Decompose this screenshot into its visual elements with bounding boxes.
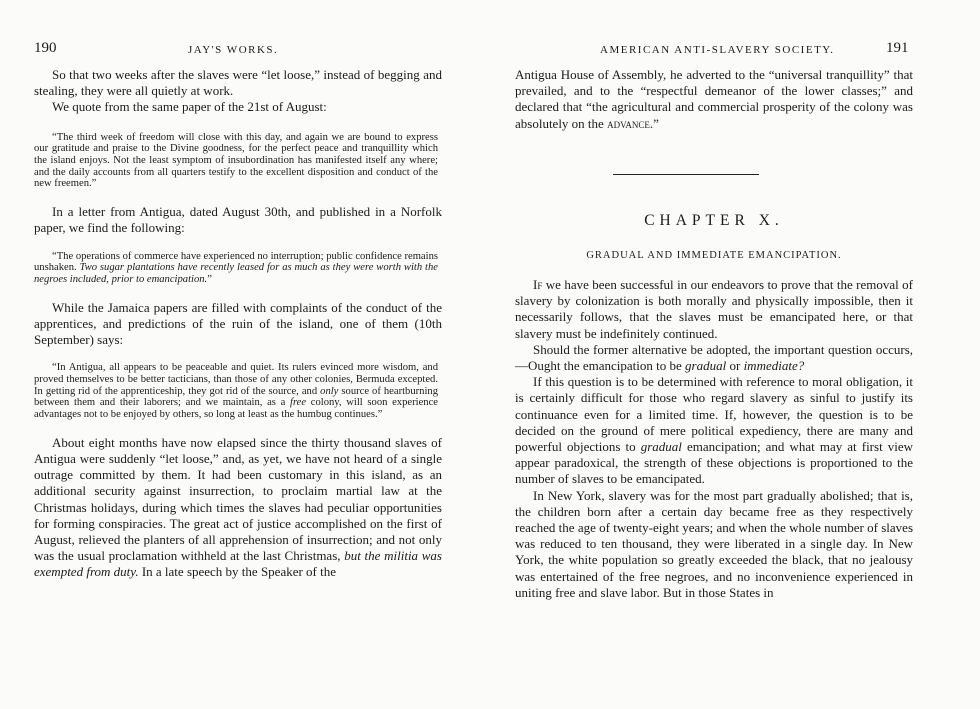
paragraph: [515, 374, 913, 487]
paragraph: [515, 67, 913, 132]
quote-text: colony, will soon experience advantages not to be enjoyed by others, so long at least as the humbug continues.”: [34, 397, 438, 421]
text: or: [729, 358, 741, 374]
drop-word: If: [533, 277, 543, 292]
paragraph: We quote from the same paper of the 21st of August:: [52, 99, 327, 115]
text: About eight months have now elapsed since the thirty thousand slaves of Antigua were suddenly “let loose,” and, as yet, we have not heard of a single outrage committed by them. It had been customary in this island, as an additional security against insurrection, to proclaim martial law at the Christmas holidays, during which times the slaves had peculiar opportunities for forming conspiracies. The great act of justice accomplished on the first of August, relieved the planters of all apprehension of insurrection; and not only was the usual proclamation withheld at the last Christmas,: [34, 434, 442, 564]
block-quote: “The third week of freedom will close with this day, and again we are bound to express our gratitude and praise to the Divine goodness, for the perfect peace and tranquillity which the island enjoys. Not the least symptom of insubordination has manifested itself any where; and the daily accounts from all quarters testify to the excellent disposition and conduct of the new freemen.”: [34, 131, 438, 190]
italic-text: gradual: [685, 358, 727, 374]
text: If this question is to be determined with reference to moral obligation, it is certainly difficult for those who regard slavery as sinful to justify its continuance even for a limited time. If, however, the question is to be decided on the ground of mere political expediency, there are many and powerful objections to: [515, 374, 913, 455]
quote-close: ”: [207, 273, 212, 285]
right-page: [490, 0, 980, 709]
text: Antigua House of Assembly, he adverted to the “universal tranquillity” that prevailed, and to the “respectful demeanor of the lower classes;” and declared that “the agricultural and commercial prosperity of the colony was absolutely on the: [515, 67, 913, 131]
italic-text: but the militia was exempted from duty.: [34, 548, 442, 580]
quote-italic: Two sugar plantations have recently leased for as much as they were worth with the negroes included, prior to emancipation.: [34, 262, 438, 285]
chapter-subtitle: GRADUAL AND IMMEDIATE EMANCIPATION.: [586, 250, 842, 261]
paragraph: [515, 277, 913, 342]
right-body-chapter: [515, 277, 913, 601]
quote-italic: only: [320, 385, 339, 397]
quote-text: source of heartburning between them and their laborers; and we maintain, as a: [34, 385, 439, 409]
right-body-top: [515, 67, 913, 132]
block-quote: [34, 251, 438, 286]
page-number-right: 191: [886, 40, 909, 56]
section-rule: [613, 174, 759, 175]
running-head-left: JAY'S WORKS.: [188, 44, 279, 56]
quote-text: “In Antigua, all appears to be peaceable and quiet. Its rulers evinced more wisdom, and proved themselves to be better tacticians, than those of any other colonies, Bermuda excepted. In getting rid of the apprenticeship, they got rid of the source, and: [34, 362, 438, 397]
paragraph: So that two weeks after the slaves were “let loose,” instead of begging and stealing, they were all quietly at work.: [34, 67, 442, 99]
italic-text: gradual: [640, 439, 682, 455]
small-caps-text: advance.: [607, 115, 654, 131]
left-body: [34, 67, 442, 581]
paragraph: In a letter from Antigua, dated August 30th, and published in a Norfolk paper, we find the following:: [34, 204, 442, 236]
quote-close: ”: [653, 115, 659, 131]
paragraph: While the Jamaica papers are filled with complaints of the conduct of the apprentices, and predictions of the ruin of the island, one of them (10th September) says:: [34, 299, 442, 348]
text: In a late speech by the Speaker of the: [141, 564, 337, 580]
text: Should the former alternative be adopted, the important question occurs,—Ought the emancipation to be: [515, 341, 913, 374]
paragraph: [515, 342, 913, 374]
page-number-left: 190: [34, 40, 57, 56]
quote-italic: free: [290, 397, 307, 409]
text: we have been successful in our endeavors to prove that the removal of slavery by colonization is both morally and physically impossible, then it necessarily follows, that the slaves must be emancipated here, or that slavery must be indefinitely continued.: [515, 277, 913, 341]
chapter-title: CHAPTER X.: [644, 212, 784, 229]
block-quote: [34, 362, 438, 421]
italic-text: immediate?: [743, 358, 805, 374]
quote-text: “The operations of commerce have experienced no interruption; public confidence remains unshaken.: [34, 250, 438, 274]
paragraph: [34, 435, 442, 581]
running-head-right: AMERICAN ANTI-SLAVERY SOCIETY.: [600, 44, 835, 56]
text: emancipation; and what may at first view appear paradoxical, the strength of these objections is proportioned to the number of slaves to be emancipated.: [515, 439, 914, 487]
paragraph: In New York, slavery was for the most part gradually abolished; that is, the children born after a certain day became free as they respectively reached the age of twenty-eight years; and when the whole number of slaves was reduced to ten thousand, they were liberated in a single day. In New York, the white population so greatly exceeded the black, that no jealousy was entertained of the free negroes, and no inconvenience experienced in uniting free and slave labor. But in those States in: [515, 487, 913, 600]
